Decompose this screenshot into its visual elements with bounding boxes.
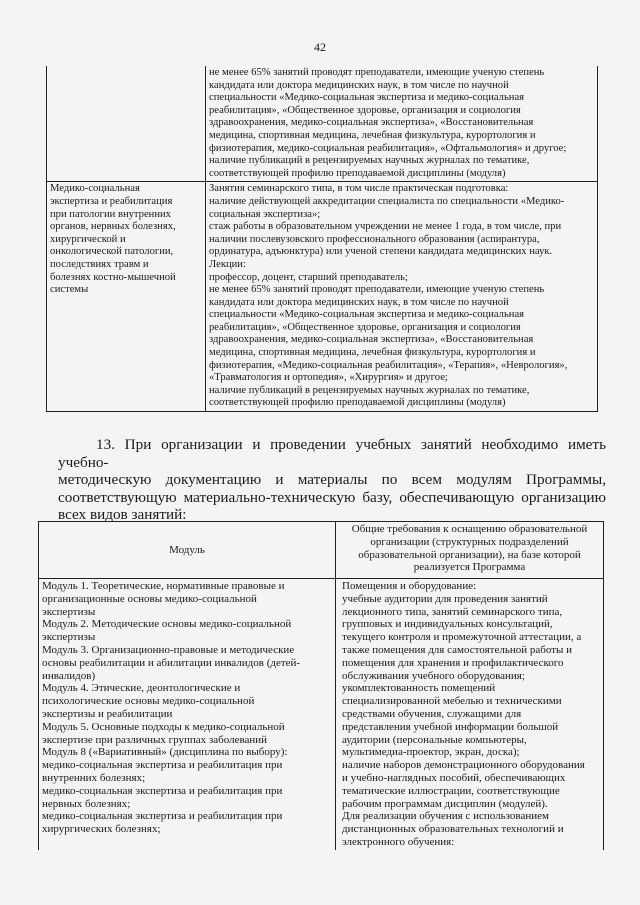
text-line: наличие публикаций в рецензируемых научных журналах по тематике, <box>209 384 530 396</box>
staffing-requirements-table <box>46 66 598 412</box>
text-line: Помещения и оборудование: <box>342 580 477 592</box>
paragraph-line: соответствующую материально-техническую базу, обеспечивающую организацию <box>58 488 606 506</box>
text-line: Занятия семинарского типа, в том числе практическая подготовка: <box>209 183 509 195</box>
table-row <box>47 66 598 182</box>
text-line: также помещения для самостоятельной работы и <box>342 643 573 656</box>
text-line: представления учебной информации большой <box>342 720 559 733</box>
table-cell-modules <box>39 579 336 850</box>
text-line: рабочим программам дисциплин (модулей). <box>342 797 548 810</box>
text-line: специальности «Медико-социальная экспертиза и медико-социальная <box>209 309 525 321</box>
text-line: тематические иллюстрации, соответствующие <box>342 784 560 797</box>
text-line: кандидата или доктора медицинских наук, в том числе по научной <box>209 79 509 91</box>
text-line: учебные аудитории для проведения занятий <box>342 592 548 605</box>
header-module: Модуль <box>39 522 336 579</box>
table-cell-requirements <box>206 66 598 182</box>
text-line: Модуль 3. Организационно-правовые и методические <box>42 643 295 656</box>
text-line: Модуль 5. Основные подходы к медико-социальной <box>42 720 285 733</box>
text-line: нервных болезнях; <box>42 797 131 810</box>
text-line: соответствующей профилю преподаваемой дисциплины (модуля) <box>209 167 506 179</box>
table-cell-discipline <box>47 182 206 412</box>
text-line: психологические основы медико-социальной <box>42 695 255 708</box>
text-line: физиотерапия, медико-социальная реабилитация», «Офтальмология» и другое; <box>209 142 567 154</box>
page-number: 42 <box>314 40 326 54</box>
text-line: аудитории (персональные компьютеры, <box>342 733 527 746</box>
text-line: специализированной мебелью и техническими <box>342 695 562 708</box>
text-line: наличии послевузовского профессионального образования (аспирантура, <box>209 233 540 245</box>
text-line: организации (структурных подразделений <box>370 535 569 548</box>
text-line: при патологии внутренних <box>50 208 171 220</box>
text-line: профессор, доцент, старший преподаватель; <box>209 271 408 283</box>
text-line: реабилитация», «Общественное здоровье, организация и социология <box>209 104 521 116</box>
text-line: групповых и индивидуальных консультаций, <box>342 618 553 631</box>
header-requirements <box>336 522 604 579</box>
paragraph-line: методическую документацию и материалы по всем модулям Программы, <box>58 471 606 489</box>
text-line: социальная экспертиза»; <box>209 208 321 220</box>
text-line: ординатура, адъюнктура) или ученой степени кандидата медицинских наук. <box>209 246 553 258</box>
text-line: здравоохранения, медико-социальная экспертиза», «Восстановительная <box>209 117 534 129</box>
text-line: физиотерапия, «Медико-социальная реабилитация», «Терапия», «Неврология», <box>209 359 568 371</box>
text-line: медицина, спортивная медицина, лечебная физкультура, курортология и <box>209 347 536 359</box>
text-line: экспертизы <box>42 605 96 618</box>
text-line: медико-социальная экспертиза и реабилитация при <box>42 784 283 797</box>
text-line: внутренних болезнях; <box>42 771 146 784</box>
text-line: наличие наборов демонстрационного оборудования <box>342 759 585 772</box>
text-line: Модуль 2. Методические основы медико-социальной <box>42 618 292 631</box>
text-line: последствиях травм и <box>50 258 149 270</box>
text-line: «Травматология и ортопедия», «Хирургия» и другое; <box>209 372 448 384</box>
text-line: дистанционных образовательных технологий и <box>342 823 564 836</box>
text-line: Модуль 1. Теоретические, нормативные правовые и <box>42 580 285 592</box>
table-row <box>39 579 604 850</box>
text-line: органов, нервных болезнях, <box>50 221 176 233</box>
text-line: наличие публикаций в рецензируемых научных журналах по тематике, <box>209 155 530 167</box>
text-line: медико-социальная экспертиза и реабилитация при <box>42 810 283 823</box>
text-line: средствами обучения, служащими для <box>342 707 522 720</box>
paragraph-line: 13. При организации и проведении учебных занятий необходимо иметь учебно- <box>58 436 606 471</box>
text-line: Общие требования к оснащению образовательной <box>351 523 588 535</box>
text-line: организационные основы медико-социальной <box>42 592 257 605</box>
text-line: кандидата или доктора медицинских наук, в том числе по научной <box>209 296 509 308</box>
text-line: системы <box>50 284 89 296</box>
text-line: соответствующей профилю преподаваемой дисциплины (модуля) <box>209 397 506 409</box>
text-line: мультимедиа-проектор, экран, доска); <box>342 746 520 759</box>
text-line: стаж работы в образовательном учреждении не менее 1 года, в том числе, при <box>209 221 562 233</box>
text-line: Для реализации обучения с использованием <box>342 810 549 823</box>
section-13-paragraph <box>58 436 606 524</box>
text-line: Медико-социальная <box>50 183 140 195</box>
text-line: специальности «Медико-социальная экспертиза и медико-социальная <box>209 92 525 104</box>
text-line: хирургической и <box>50 233 126 245</box>
text-line: инвалидов) <box>42 669 96 682</box>
text-line: наличие действующей аккредитации специалиста по специальности «Медико- <box>209 195 565 207</box>
text-line: не менее 65% занятий проводят преподаватели, имеющие ученую степень <box>209 67 545 78</box>
text-line: экспертизе при различных группах заболеваний <box>42 733 268 746</box>
text-line: текущего контроля и промежуточной аттестации, а <box>342 631 582 644</box>
text-line: медицина, спортивная медицина, лечебная физкультура, курортология и <box>209 129 536 141</box>
text-line: экспертизы <box>42 631 96 644</box>
text-line: основы реабилитации и абилитации инвалидов (детей- <box>42 656 301 669</box>
text-line: здравоохранения, медико-социальная экспертиза», «Восстановительная <box>209 334 534 346</box>
text-line: болезнях костно-мышечной <box>50 271 176 283</box>
text-line: помещения для хранения и профилактического <box>342 656 564 669</box>
text-line: хирургических болезнях; <box>42 823 161 836</box>
text-line: Модуль 4. Этические, деонтологические и <box>42 682 241 695</box>
text-line: обслуживания учебного оборудования; <box>342 669 525 682</box>
equipment-requirements-table <box>38 521 604 850</box>
text-line: не менее 65% занятий проводят преподаватели, имеющие ученую степень <box>209 284 545 296</box>
text-line: укомплектованность помещений <box>342 682 496 695</box>
text-line: электронного обучения: <box>342 835 455 848</box>
text-line: реализуется Программа <box>413 561 526 574</box>
text-line: медико-социальная экспертиза и реабилитация при <box>42 759 283 772</box>
table-row <box>47 182 598 412</box>
text-line: и учебно-наглядных пособий, обеспечивающих <box>342 771 566 784</box>
table-header-row <box>39 522 604 579</box>
text-line: лекционного типа, занятий семинарского типа, <box>342 605 563 618</box>
paragraph-line: всех видов занятий: <box>58 506 187 524</box>
text-line: реабилитация», «Общественное здоровье, организация и социология <box>209 321 521 333</box>
table-cell-equipment <box>336 579 604 850</box>
text-line: онкологической патологии, <box>50 246 174 258</box>
text-line: образовательной организации), на базе которой <box>358 548 581 561</box>
text-line: экспертизы и реабилитации <box>42 707 173 720</box>
text-line: Модуль 8 («Вариативный» (дисциплина по выбору): <box>42 746 288 759</box>
text-line: Лекции: <box>209 258 246 270</box>
table-cell-discipline <box>47 66 206 182</box>
table-cell-requirements <box>206 182 598 412</box>
text-line: экспертиза и реабилитация <box>50 195 173 207</box>
